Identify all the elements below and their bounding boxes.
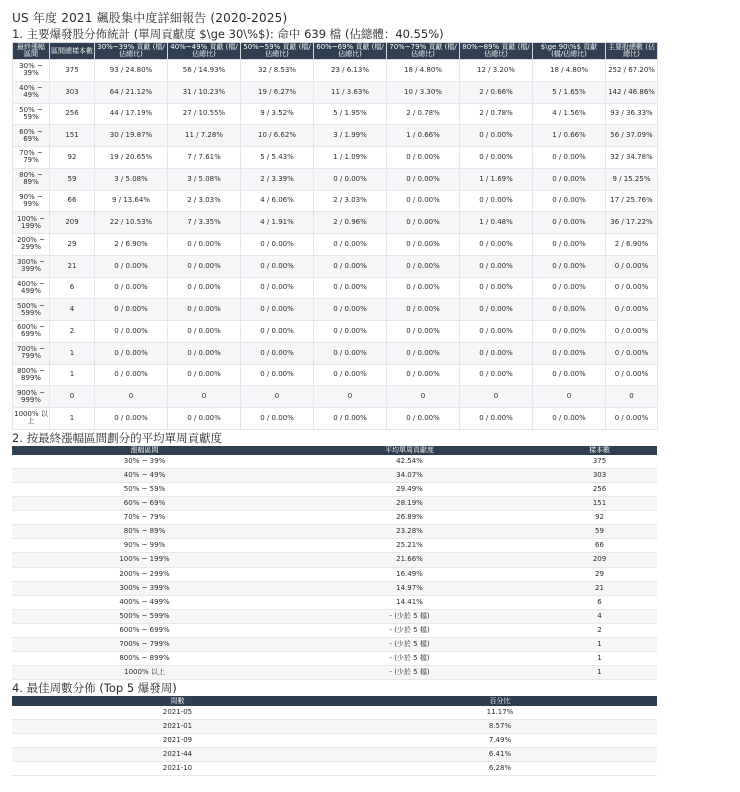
- table-cell: 0: [95, 386, 168, 408]
- table-cell: 0 / 0.00%: [460, 255, 533, 277]
- table-row: [13, 168, 658, 190]
- table-cell: 0 / 0.00%: [168, 234, 241, 256]
- table-cell: 2 / 0.66%: [460, 81, 533, 103]
- row-label-cell: 50% ~ 59%: [13, 103, 50, 125]
- table-cell: 29: [50, 234, 95, 256]
- table-row: [13, 81, 658, 103]
- table-cell: 3 / 5.08%: [95, 168, 168, 190]
- table-cell: 26.89%: [277, 511, 542, 525]
- table-cell: 0 / 0.00%: [168, 277, 241, 299]
- table-cell: 0: [533, 386, 606, 408]
- row-label-cell: 40% ~ 49%: [13, 81, 50, 103]
- table-cell: 0 / 0.00%: [460, 321, 533, 343]
- table-cell: 3 / 1.99%: [314, 125, 387, 147]
- table-cell: 21: [50, 255, 95, 277]
- table-cell: 0 / 0.00%: [241, 364, 314, 386]
- table-cell: 0: [168, 386, 241, 408]
- table-cell: 0: [50, 386, 95, 408]
- table-row: [12, 637, 657, 651]
- table-cell: 23.28%: [277, 525, 542, 539]
- table-cell: 4 / 1.56%: [533, 103, 606, 125]
- table-cell: 28.19%: [277, 497, 542, 511]
- row-label-cell: 500% ~ 599%: [12, 609, 277, 623]
- table-cell: 0 / 0.00%: [387, 190, 460, 212]
- table-cell: 2 / 6.90%: [95, 234, 168, 256]
- table-cell: 375: [50, 60, 95, 82]
- table-cell: 66: [50, 190, 95, 212]
- table-cell: 21.66%: [277, 553, 542, 567]
- table-row: [13, 125, 658, 147]
- table-cell: 151: [542, 497, 657, 511]
- table-cell: - (少於 5 檔): [277, 623, 542, 637]
- table-row: [12, 553, 657, 567]
- table-cell: 11.17%: [343, 706, 657, 720]
- table-cell: 0 / 0.00%: [314, 342, 387, 364]
- table-cell: 0 / 0.00%: [95, 255, 168, 277]
- row-label-cell: 1000% 以上: [12, 666, 277, 680]
- row-label-cell: 70% ~ 79%: [13, 147, 50, 169]
- table-cell: 42.54%: [277, 455, 542, 469]
- table-cell: 34.07%: [277, 468, 542, 482]
- table-cell: 0: [241, 386, 314, 408]
- table-cell: 0 / 0.00%: [606, 408, 658, 430]
- table-cell: 1 / 0.48%: [460, 212, 533, 234]
- row-label-cell: 200% ~ 299%: [12, 567, 277, 581]
- column-header: 70%~79% 貢獻 (檔/佔總比): [387, 43, 460, 60]
- table-row: [12, 497, 657, 511]
- table-cell: 0 / 0.00%: [314, 277, 387, 299]
- table-row: [13, 234, 658, 256]
- table-cell: 303: [542, 468, 657, 482]
- table-cell: 9 / 13.64%: [95, 190, 168, 212]
- table-cell: 32 / 8.53%: [241, 60, 314, 82]
- table-cell: 2 / 0.78%: [387, 103, 460, 125]
- table-cell: 2 / 3.39%: [241, 168, 314, 190]
- row-label-cell: 800% ~ 899%: [12, 652, 277, 666]
- column-header: 區間總樣本數: [50, 43, 95, 60]
- row-label-cell: 900% ~ 999%: [13, 386, 50, 408]
- table-cell: 0 / 0.00%: [606, 255, 658, 277]
- table-cell: 10 / 6.62%: [241, 125, 314, 147]
- table-cell: 7 / 3.35%: [168, 212, 241, 234]
- row-label-cell: 100% ~ 199%: [12, 553, 277, 567]
- table-row: [12, 720, 657, 734]
- table-cell: 1 / 0.66%: [533, 125, 606, 147]
- table-row: [12, 706, 657, 720]
- column-header: 30%~39% 貢獻 (檔/佔總比): [95, 43, 168, 60]
- table-cell: 22 / 10.53%: [95, 212, 168, 234]
- table-cell: 142 / 46.86%: [606, 81, 658, 103]
- column-header: 漲幅區間: [12, 446, 277, 455]
- table-cell: 0 / 0.00%: [95, 342, 168, 364]
- table-cell: 0 / 0.00%: [460, 234, 533, 256]
- table-row: [12, 595, 657, 609]
- table-cell: - (少於 5 檔): [277, 652, 542, 666]
- table-cell: 0 / 0.00%: [314, 299, 387, 321]
- average-contribution-table-header: [12, 446, 657, 455]
- table-cell: 0 / 0.00%: [606, 299, 658, 321]
- table-row: [13, 408, 658, 430]
- table-cell: 0 / 0.00%: [606, 342, 658, 364]
- table-cell: 0 / 0.00%: [387, 212, 460, 234]
- table-cell: 1: [50, 342, 95, 364]
- row-label-cell: 2021-09: [12, 734, 343, 748]
- table-row: [13, 299, 658, 321]
- table-row: [13, 321, 658, 343]
- table-cell: 93 / 36.33%: [606, 103, 658, 125]
- table-cell: - (少於 5 檔): [277, 637, 542, 651]
- table-cell: 2 / 3.03%: [314, 190, 387, 212]
- row-label-cell: 300% ~ 399%: [12, 581, 277, 595]
- table-cell: 1: [50, 364, 95, 386]
- table-cell: 11 / 7.28%: [168, 125, 241, 147]
- table-cell: 0: [606, 386, 658, 408]
- table-cell: 252 / 67.20%: [606, 60, 658, 82]
- table-cell: 0 / 0.00%: [387, 168, 460, 190]
- average-contribution-table: [12, 446, 657, 681]
- row-label-cell: 400% ~ 499%: [12, 595, 277, 609]
- column-header: 周數: [12, 696, 343, 706]
- table-cell: 0 / 0.00%: [387, 408, 460, 430]
- row-label-cell: 800% ~ 899%: [13, 364, 50, 386]
- table-cell: 5 / 1.95%: [314, 103, 387, 125]
- table-cell: 11 / 3.63%: [314, 81, 387, 103]
- table-cell: 0 / 0.00%: [95, 277, 168, 299]
- table-cell: 0 / 0.00%: [460, 299, 533, 321]
- table-row: [13, 147, 658, 169]
- table-cell: 0: [314, 386, 387, 408]
- row-label-cell: 400% ~ 499%: [13, 277, 50, 299]
- table-row: [13, 277, 658, 299]
- table-cell: 3 / 5.08%: [168, 168, 241, 190]
- table-cell: 6.41%: [343, 748, 657, 762]
- table-row: [12, 623, 657, 637]
- column-header: 百分比: [343, 696, 657, 706]
- table-cell: 0 / 0.00%: [460, 342, 533, 364]
- table-cell: 209: [542, 553, 657, 567]
- table-cell: 1: [542, 652, 657, 666]
- table-row: [12, 468, 657, 482]
- table-row: [12, 539, 657, 553]
- table-cell: 375: [542, 455, 657, 469]
- column-header: 平均單周貢獻度: [277, 446, 542, 455]
- table-cell: 0 / 0.00%: [533, 190, 606, 212]
- table-row: [13, 212, 658, 234]
- table-cell: 1 / 1.69%: [460, 168, 533, 190]
- table-row: [13, 364, 658, 386]
- table-cell: 1: [542, 666, 657, 680]
- row-label-cell: 70% ~ 79%: [12, 511, 277, 525]
- row-label-cell: 90% ~ 99%: [13, 190, 50, 212]
- table-cell: 4 / 1.91%: [241, 212, 314, 234]
- table-cell: 0 / 0.00%: [533, 168, 606, 190]
- table-row: [12, 482, 657, 496]
- table-row: [13, 386, 658, 408]
- table-cell: 209: [50, 212, 95, 234]
- table-cell: 0 / 0.00%: [460, 408, 533, 430]
- column-header: 50%~59% 貢獻 (檔/佔總比): [241, 43, 314, 60]
- row-label-cell: 40% ~ 49%: [12, 468, 277, 482]
- table-cell: 5 / 5.43%: [241, 147, 314, 169]
- column-header: 最終漲幅區間: [13, 43, 50, 60]
- table-cell: 0 / 0.00%: [314, 408, 387, 430]
- table-cell: 0 / 0.00%: [314, 364, 387, 386]
- table-row: [12, 511, 657, 525]
- table-cell: 0 / 0.00%: [168, 364, 241, 386]
- row-label-cell: 200% ~ 299%: [13, 234, 50, 256]
- distribution-table: [12, 42, 658, 430]
- table-cell: 2 / 6.90%: [606, 234, 658, 256]
- table-row: [13, 342, 658, 364]
- table-cell: 0 / 0.00%: [387, 364, 460, 386]
- table-cell: 10 / 3.30%: [387, 81, 460, 103]
- best-week-table: [12, 696, 657, 776]
- table-cell: 0 / 0.00%: [460, 125, 533, 147]
- row-label-cell: 2021-10: [12, 762, 343, 776]
- table-cell: 0 / 0.00%: [533, 299, 606, 321]
- table-cell: 56 / 37.09%: [606, 125, 658, 147]
- table-row: [12, 666, 657, 680]
- table-cell: 0 / 0.00%: [460, 190, 533, 212]
- row-label-cell: 500% ~ 599%: [13, 299, 50, 321]
- table-cell: 1: [542, 637, 657, 651]
- table-cell: 0 / 0.00%: [533, 277, 606, 299]
- table-cell: 64 / 21.12%: [95, 81, 168, 103]
- table-cell: 32 / 34.78%: [606, 147, 658, 169]
- table-cell: 0 / 0.00%: [606, 321, 658, 343]
- table-cell: 44 / 17.19%: [95, 103, 168, 125]
- table-cell: 6: [50, 277, 95, 299]
- table-cell: 5 / 1.65%: [533, 81, 606, 103]
- table-cell: 0 / 0.00%: [95, 321, 168, 343]
- table-cell: 92: [50, 147, 95, 169]
- table-cell: 2: [542, 623, 657, 637]
- table-cell: 6.28%: [343, 762, 657, 776]
- table-cell: 8.57%: [343, 720, 657, 734]
- table-cell: 0 / 0.00%: [533, 255, 606, 277]
- table-cell: - (少於 5 檔): [277, 666, 542, 680]
- table-cell: 0 / 0.00%: [533, 321, 606, 343]
- table-cell: 0 / 0.00%: [168, 321, 241, 343]
- table-cell: 0 / 0.00%: [241, 277, 314, 299]
- table-cell: 0 / 0.00%: [168, 342, 241, 364]
- column-header: 40%~49% 貢獻 (檔/佔總比): [168, 43, 241, 60]
- table-cell: 0 / 0.00%: [387, 147, 460, 169]
- table-cell: 29: [542, 567, 657, 581]
- table-cell: 1 / 1.09%: [314, 147, 387, 169]
- table-cell: 2: [50, 321, 95, 343]
- column-header: $\ge 90\%$ 貢獻 (檔/佔總比): [533, 43, 606, 60]
- table-cell: 0 / 0.00%: [314, 255, 387, 277]
- row-label-cell: 2021-44: [12, 748, 343, 762]
- table-cell: 4: [542, 609, 657, 623]
- row-label-cell: 100% ~ 199%: [13, 212, 50, 234]
- table-cell: 9 / 3.52%: [241, 103, 314, 125]
- section1-title: 1. 主要爆發股分佈統計 (單周貢獻度 $\ge 30\%$): 命中 639 檔 (佔總體：40.55%): [12, 27, 444, 41]
- table-cell: 0 / 0.00%: [95, 299, 168, 321]
- distribution-table-body: [13, 60, 658, 430]
- row-label-cell: 90% ~ 99%: [12, 539, 277, 553]
- table-cell: 256: [542, 482, 657, 496]
- table-row: [13, 255, 658, 277]
- table-cell: 0 / 0.00%: [606, 277, 658, 299]
- table-cell: 303: [50, 81, 95, 103]
- table-cell: 0 / 0.00%: [460, 364, 533, 386]
- table-cell: 19 / 6.27%: [241, 81, 314, 103]
- column-header: 80%~89% 貢獻 (檔/佔總比): [460, 43, 533, 60]
- row-label-cell: 700% ~ 799%: [13, 342, 50, 364]
- column-header: 60%~69% 貢獻 (檔/佔總比): [314, 43, 387, 60]
- table-cell: 1: [50, 408, 95, 430]
- report-title: US 年度 2021 飆股集中度詳細報告 (2020-2025): [12, 11, 288, 25]
- table-cell: 27 / 10.55%: [168, 103, 241, 125]
- table-row: [12, 748, 657, 762]
- table-cell: 0 / 0.00%: [533, 212, 606, 234]
- table-cell: 0 / 0.00%: [241, 255, 314, 277]
- table-cell: 0 / 0.00%: [95, 408, 168, 430]
- table-row: [12, 609, 657, 623]
- table-cell: 2 / 0.78%: [460, 103, 533, 125]
- table-cell: 0 / 0.00%: [241, 234, 314, 256]
- table-row: [12, 581, 657, 595]
- row-label-cell: 30% ~ 39%: [13, 60, 50, 82]
- table-cell: 6: [542, 595, 657, 609]
- row-label-cell: 60% ~ 69%: [12, 497, 277, 511]
- best-week-table-body: [12, 706, 657, 776]
- table-cell: 59: [50, 168, 95, 190]
- table-row: [13, 190, 658, 212]
- table-cell: 14.41%: [277, 595, 542, 609]
- table-cell: 0 / 0.00%: [387, 321, 460, 343]
- table-cell: 0 / 0.00%: [241, 299, 314, 321]
- table-cell: 36 / 17.22%: [606, 212, 658, 234]
- table-cell: 29.49%: [277, 482, 542, 496]
- row-label-cell: 60% ~ 69%: [13, 125, 50, 147]
- table-cell: 31 / 10.23%: [168, 81, 241, 103]
- table-cell: 14.97%: [277, 581, 542, 595]
- row-label-cell: 2021-01: [12, 720, 343, 734]
- table-row: [12, 567, 657, 581]
- row-label-cell: 600% ~ 699%: [12, 623, 277, 637]
- column-header: 主要股總數 (佔總比): [606, 43, 658, 60]
- table-cell: 9 / 15.25%: [606, 168, 658, 190]
- table-cell: 19 / 20.65%: [95, 147, 168, 169]
- table-cell: 30 / 19.87%: [95, 125, 168, 147]
- table-row: [13, 60, 658, 82]
- table-cell: 0 / 0.00%: [387, 299, 460, 321]
- table-cell: 151: [50, 125, 95, 147]
- section2-title: 2. 按最終漲幅區間劃分的平均單周貢獻度: [12, 430, 223, 445]
- table-row: [13, 103, 658, 125]
- table-cell: 0 / 0.00%: [168, 408, 241, 430]
- table-cell: 93 / 24.80%: [95, 60, 168, 82]
- table-cell: 0: [460, 386, 533, 408]
- table-cell: 25.21%: [277, 539, 542, 553]
- row-label-cell: 80% ~ 89%: [12, 525, 277, 539]
- table-cell: 92: [542, 511, 657, 525]
- table-row: [12, 762, 657, 776]
- row-label-cell: 300% ~ 399%: [13, 255, 50, 277]
- table-cell: 0 / 0.00%: [533, 147, 606, 169]
- table-row: [12, 652, 657, 666]
- table-cell: 16.49%: [277, 567, 542, 581]
- row-label-cell: 50% ~ 59%: [12, 482, 277, 496]
- row-label-cell: 2021-05: [12, 706, 343, 720]
- table-cell: 0 / 0.00%: [533, 408, 606, 430]
- row-label-cell: 30% ~ 39%: [12, 455, 277, 469]
- table-cell: 18 / 4.80%: [533, 60, 606, 82]
- table-cell: 2 / 0.96%: [314, 212, 387, 234]
- table-cell: 0 / 0.00%: [387, 277, 460, 299]
- table-cell: 2 / 3.03%: [168, 190, 241, 212]
- table-cell: 0 / 0.00%: [168, 299, 241, 321]
- table-cell: 23 / 6.13%: [314, 60, 387, 82]
- distribution-table-header: [13, 43, 658, 60]
- table-row: [12, 525, 657, 539]
- table-cell: 59: [542, 525, 657, 539]
- table-cell: 0 / 0.00%: [533, 234, 606, 256]
- table-cell: 0 / 0.00%: [241, 342, 314, 364]
- table-cell: 0 / 0.00%: [241, 408, 314, 430]
- table-cell: 21: [542, 581, 657, 595]
- table-cell: 18 / 4.80%: [387, 60, 460, 82]
- table-cell: 17 / 25.76%: [606, 190, 658, 212]
- table-cell: 7 / 7.61%: [168, 147, 241, 169]
- table-cell: 0 / 0.00%: [387, 342, 460, 364]
- table-cell: 1 / 0.66%: [387, 125, 460, 147]
- row-label-cell: 80% ~ 89%: [13, 168, 50, 190]
- row-label-cell: 1000% 以上: [13, 408, 50, 430]
- table-cell: 0 / 0.00%: [460, 277, 533, 299]
- table-cell: 0 / 0.00%: [533, 364, 606, 386]
- table-cell: 0 / 0.00%: [387, 255, 460, 277]
- table-cell: 0 / 0.00%: [314, 321, 387, 343]
- table-cell: 4 / 6.06%: [241, 190, 314, 212]
- table-cell: 0 / 0.00%: [533, 342, 606, 364]
- table-cell: 0 / 0.00%: [460, 147, 533, 169]
- table-cell: 0 / 0.00%: [314, 234, 387, 256]
- table-cell: 4: [50, 299, 95, 321]
- average-contribution-table-body: [12, 455, 657, 680]
- table-cell: 0 / 0.00%: [241, 321, 314, 343]
- table-cell: - (少於 5 檔): [277, 609, 542, 623]
- table-row: [12, 455, 657, 469]
- table-cell: 66: [542, 539, 657, 553]
- table-cell: 0 / 0.00%: [387, 234, 460, 256]
- best-week-table-header: [12, 696, 657, 706]
- table-cell: 7.49%: [343, 734, 657, 748]
- table-cell: 0 / 0.00%: [314, 168, 387, 190]
- section4-title: 4. 最佳周數分佈 (Top 5 爆發周): [12, 681, 177, 696]
- table-cell: 256: [50, 103, 95, 125]
- row-label-cell: 700% ~ 799%: [12, 637, 277, 651]
- table-row: [12, 734, 657, 748]
- row-label-cell: 600% ~ 699%: [13, 321, 50, 343]
- table-cell: 56 / 14.93%: [168, 60, 241, 82]
- table-cell: 12 / 3.20%: [460, 60, 533, 82]
- table-cell: 0: [387, 386, 460, 408]
- table-cell: 0 / 0.00%: [606, 364, 658, 386]
- table-cell: 0 / 0.00%: [95, 364, 168, 386]
- table-cell: 0 / 0.00%: [168, 255, 241, 277]
- column-header: 樣本數: [542, 446, 657, 455]
